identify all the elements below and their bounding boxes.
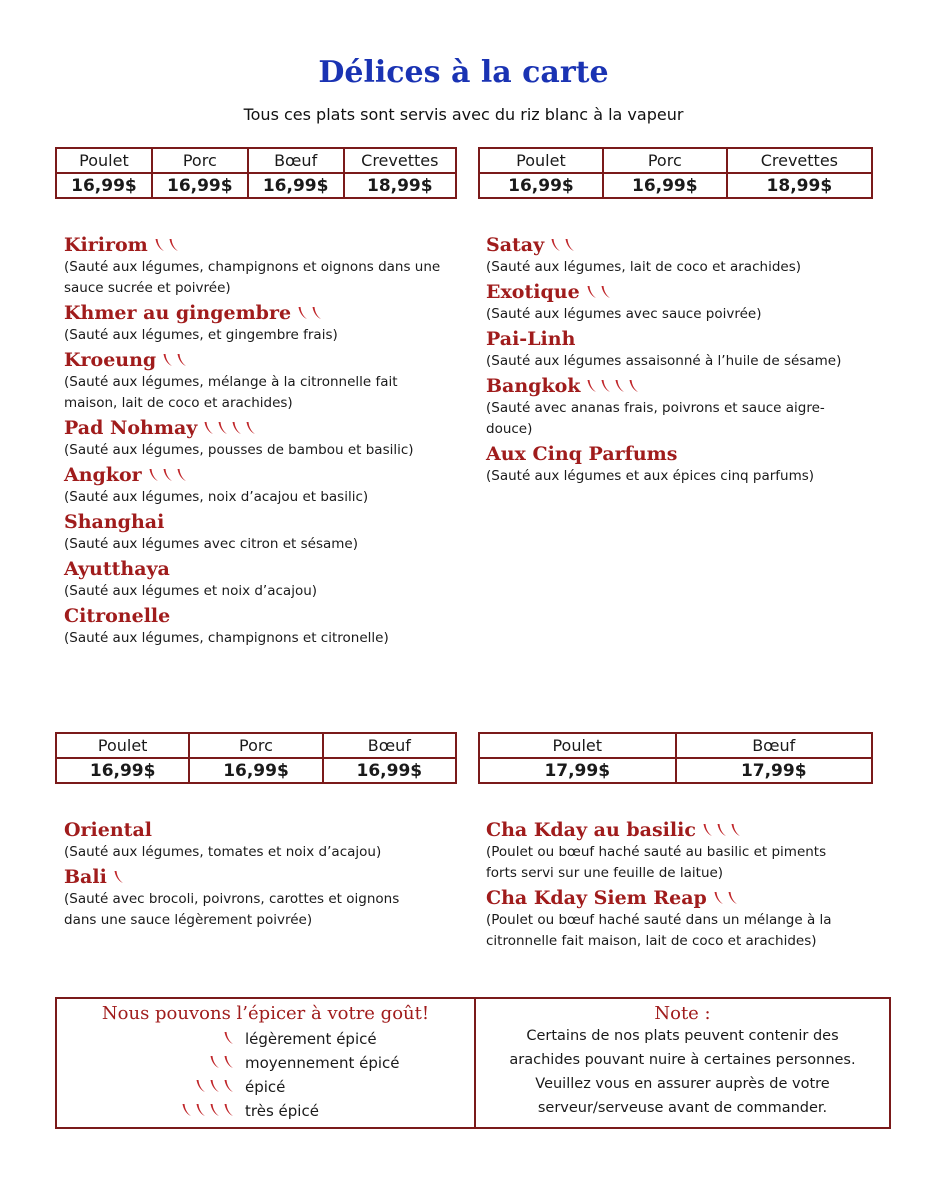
spice-level-indicator: [148, 467, 190, 486]
dish-name: Oriental: [64, 819, 152, 841]
price-cell: 16,99$: [479, 173, 603, 198]
note-line: arachides pouvant nuire à certaines personnes.: [509, 1052, 856, 1068]
table-price-row: [56, 758, 456, 783]
dish-item: [64, 557, 454, 602]
dish-name: Khmer au gingembre: [64, 302, 292, 324]
dish-description: (Sauté aux légumes et noix d’acajou): [64, 583, 318, 599]
price-cell: 18,99$: [344, 173, 456, 198]
dish-list-4: [486, 818, 856, 954]
chili-pepper-icon: [297, 306, 308, 320]
table-price-row: [479, 758, 872, 783]
note-title: Note :: [654, 1003, 711, 1024]
dish-description: (Sauté avec brocoli, poivrons, carottes et oignons dans une sauce légèrement poivrée): [64, 891, 400, 928]
chili-pepper-icon: [586, 379, 597, 393]
chili-pepper-icon: [716, 823, 727, 837]
protein-header: Porc: [152, 148, 248, 173]
chili-pepper-icon: [195, 1079, 206, 1093]
price-cell: 16,99$: [56, 758, 189, 783]
protein-header: Bœuf: [676, 733, 873, 758]
chili-pepper-icon: [203, 421, 214, 435]
protein-header: Porc: [603, 148, 727, 173]
chili-pepper-icon: [600, 379, 611, 393]
table-price-row: [479, 173, 872, 198]
table-header-row: [56, 148, 456, 173]
dish-description: (Sauté aux légumes avec citron et sésame): [64, 536, 358, 552]
chili-pepper-icon: [148, 468, 159, 482]
protein-header: Bœuf: [248, 148, 344, 173]
dish-item: [486, 442, 856, 487]
chili-pepper-icon: [154, 238, 165, 252]
note-line: serveur/serveuse avant de commander.: [537, 1100, 828, 1116]
chili-pepper-icon: [176, 353, 187, 367]
legend-label: légèrement épicé: [245, 1030, 377, 1048]
spice-level-indicator: [550, 237, 578, 256]
chili-pepper-icon: [223, 1103, 234, 1117]
note-text: [476, 1024, 889, 1120]
dish-item: [486, 886, 856, 952]
dish-name: Cha Kday Siem Reap: [486, 887, 707, 909]
protein-header: Bœuf: [323, 733, 456, 758]
page-title: Délices à la carte: [318, 55, 609, 90]
dish-description: (Sauté aux légumes, lait de coco et arachides): [486, 259, 801, 275]
dish-item: [486, 280, 856, 325]
chili-pepper-icon: [209, 1103, 220, 1117]
chili-pepper-icon: [223, 1055, 234, 1069]
spice-level-indicator: [157, 1030, 237, 1049]
dish-item: [64, 348, 454, 414]
legend-row: [57, 1051, 474, 1075]
dish-name: Kroeung: [64, 349, 157, 371]
price-table-2: [478, 147, 873, 199]
dish-item: [64, 604, 454, 649]
spice-level-indicator: [157, 1102, 237, 1121]
dish-description: (Sauté aux légumes assaisonné à l’huile de sésame): [486, 353, 842, 369]
spice-level-indicator: [157, 1078, 237, 1097]
dish-name: Aux Cinq Parfums: [486, 443, 678, 465]
price-cell: 16,99$: [248, 173, 344, 198]
dish-name: Citronelle: [64, 605, 171, 627]
spice-level-indicator: [162, 352, 190, 371]
chili-pepper-icon: [223, 1079, 234, 1093]
chili-pepper-icon: [195, 1103, 206, 1117]
dish-name: Pad Nohmay: [64, 417, 198, 439]
chili-pepper-icon: [209, 1079, 220, 1093]
dish-name: Shanghai: [64, 511, 165, 533]
protein-header: Poulet: [56, 148, 152, 173]
price-cell: 18,99$: [727, 173, 872, 198]
dish-item: [64, 301, 454, 346]
dish-list-1: [64, 233, 454, 651]
price-cell: 16,99$: [56, 173, 152, 198]
dish-name: Bangkok: [486, 375, 581, 397]
dish-description: (Sauté aux légumes, pousses de bambou et basilic): [64, 442, 414, 458]
spice-level-indicator: [113, 869, 127, 888]
chili-pepper-icon: [586, 285, 597, 299]
chili-pepper-icon: [162, 353, 173, 367]
price-cell: 16,99$: [603, 173, 727, 198]
chili-pepper-icon: [168, 238, 179, 252]
spice-level-indicator: [702, 822, 744, 841]
chili-pepper-icon: [550, 238, 561, 252]
protein-header: Crevettes: [344, 148, 456, 173]
chili-pepper-icon: [223, 1031, 234, 1045]
dish-description: (Poulet ou bœuf haché sauté dans un mélange à la citronnelle fait maison, lait de coco et arachides): [486, 912, 832, 949]
price-table-1: [55, 147, 457, 199]
spice-level-indicator: [713, 890, 741, 909]
dish-item: [64, 818, 434, 863]
dish-description: (Sauté aux légumes, champignons et citronelle): [64, 630, 389, 646]
dish-description: (Sauté aux légumes, et gingembre frais): [64, 327, 338, 343]
chili-pepper-icon: [600, 285, 611, 299]
dish-item: [486, 374, 856, 440]
price-cell: 16,99$: [189, 758, 322, 783]
price-cell: 17,99$: [676, 758, 873, 783]
dish-name: Pai-Linh: [486, 328, 576, 350]
dish-name: Cha Kday au basilic: [486, 819, 696, 841]
note-panel: [476, 999, 889, 1127]
dish-name: Bali: [64, 866, 107, 888]
legend-row: [57, 1099, 474, 1123]
chili-pepper-icon: [231, 421, 242, 435]
chili-pepper-icon: [727, 891, 738, 905]
spice-level-indicator: [157, 1054, 237, 1073]
chili-pepper-icon: [628, 379, 639, 393]
protein-header: Poulet: [479, 733, 676, 758]
chili-pepper-icon: [162, 468, 173, 482]
spice-level-indicator: [154, 237, 182, 256]
price-table-3: [55, 732, 457, 784]
note-line: Certains de nos plats peuvent contenir des: [526, 1028, 839, 1044]
dish-item: [64, 865, 434, 931]
dish-list-2: [486, 233, 856, 489]
dish-description: (Sauté aux légumes, mélange à la citronnelle fait maison, lait de coco et arachides): [64, 374, 398, 411]
chili-pepper-icon: [176, 468, 187, 482]
dish-name: Satay: [486, 234, 545, 256]
dish-description: (Sauté aux légumes, champignons et oignons dans une sauce sucrée et poivrée): [64, 259, 441, 296]
dish-item: [486, 327, 856, 372]
chili-pepper-icon: [209, 1055, 220, 1069]
price-cell: 17,99$: [479, 758, 676, 783]
dish-description: (Sauté aux légumes, tomates et noix d’acajou): [64, 844, 382, 860]
protein-header: Poulet: [56, 733, 189, 758]
price-cell: 16,99$: [323, 758, 456, 783]
legend-row: [57, 1027, 474, 1051]
dish-item: [486, 233, 856, 278]
table-header-row: [56, 733, 456, 758]
dish-name: Exotique: [486, 281, 580, 303]
spice-level-indicator: [586, 378, 642, 397]
table-header-row: [479, 148, 872, 173]
dish-item: [64, 463, 454, 508]
legend-label: épicé: [245, 1078, 286, 1096]
dish-name: Ayutthaya: [64, 558, 170, 580]
dish-name: Angkor: [64, 464, 142, 486]
chili-pepper-icon: [702, 823, 713, 837]
legend-label: moyennement épicé: [245, 1054, 400, 1072]
chili-pepper-icon: [730, 823, 741, 837]
chili-pepper-icon: [311, 306, 322, 320]
dish-list-3: [64, 818, 434, 933]
dish-description: (Sauté aux légumes et aux épices cinq parfums): [486, 468, 815, 484]
price-cell: 16,99$: [152, 173, 248, 198]
table-header-row: [479, 733, 872, 758]
chili-pepper-icon: [713, 891, 724, 905]
chili-pepper-icon: [113, 870, 124, 884]
dish-name: Kirirom: [64, 234, 148, 256]
chili-pepper-icon: [245, 421, 256, 435]
dish-item: [486, 818, 856, 884]
spice-level-indicator: [586, 284, 614, 303]
legend-title: Nous pouvons l’épicer à votre goût!: [101, 1003, 430, 1024]
chili-pepper-icon: [181, 1103, 192, 1117]
dish-item: [64, 233, 454, 299]
dish-description: (Poulet ou bœuf haché sauté au basilic et piments forts servi sur une feuille de laitue): [486, 844, 827, 881]
legend-row: [57, 1075, 474, 1099]
table-price-row: [56, 173, 456, 198]
spice-legend: [57, 999, 476, 1127]
note-line: Veuillez vous en assurer auprès de votre: [535, 1076, 830, 1092]
dish-item: [64, 416, 454, 461]
price-table-4: [478, 732, 873, 784]
dish-description: (Sauté aux légumes, noix d’acajou et basilic): [64, 489, 369, 505]
protein-header: Poulet: [479, 148, 603, 173]
legend-label: très épicé: [245, 1102, 319, 1120]
protein-header: Porc: [189, 733, 322, 758]
spice-level-indicator: [203, 420, 259, 439]
chili-pepper-icon: [614, 379, 625, 393]
chili-pepper-icon: [564, 238, 575, 252]
spice-level-indicator: [297, 305, 325, 324]
page-subtitle: Tous ces plats sont servis avec du riz blanc à la vapeur: [243, 105, 684, 124]
info-box: [55, 997, 891, 1129]
dish-item: [64, 510, 454, 555]
protein-header: Crevettes: [727, 148, 872, 173]
dish-description: (Sauté avec ananas frais, poivrons et sauce aigre-douce): [486, 400, 825, 437]
chili-pepper-icon: [217, 421, 228, 435]
dish-description: (Sauté aux légumes avec sauce poivrée): [486, 306, 762, 322]
